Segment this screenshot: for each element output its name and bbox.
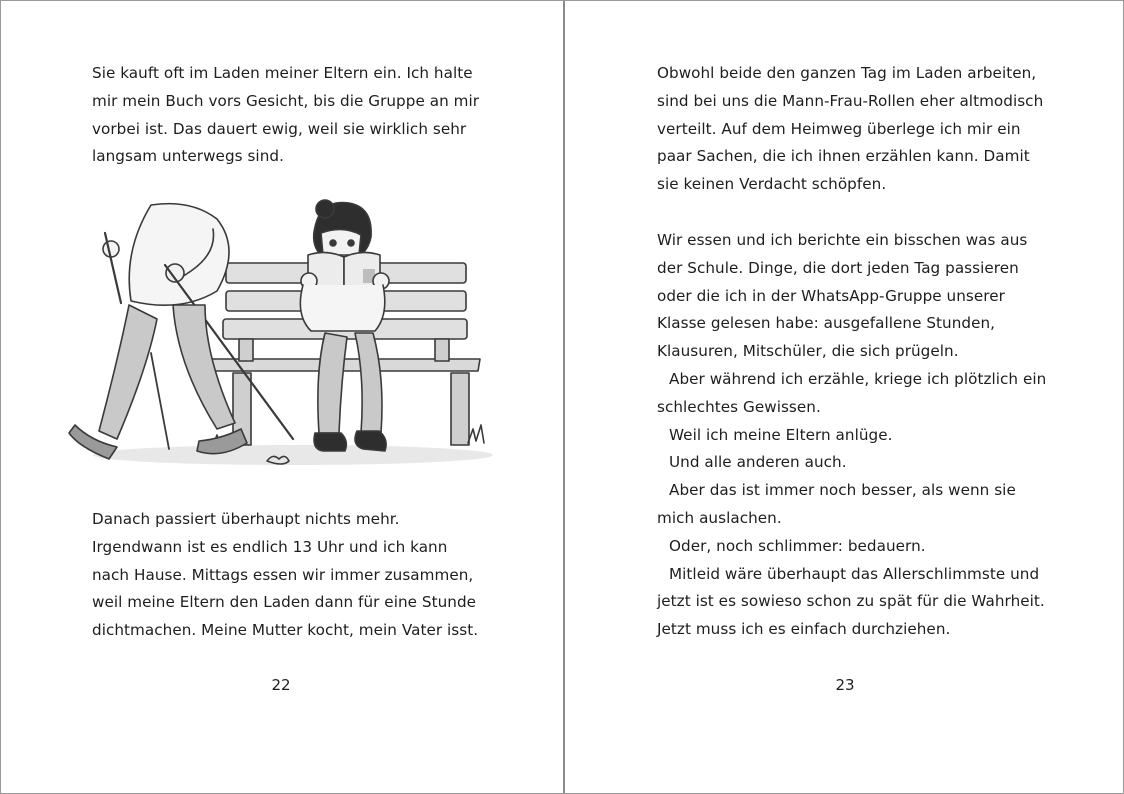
text-line: Wir essen und ich berichte ein bisschen was aus: [657, 231, 1028, 249]
right-paragraph-1: [657, 60, 1043, 199]
page-number: 23: [835, 676, 855, 694]
text-line: Aber das ist immer noch besser, als wenn sie: [669, 481, 1016, 500]
text-line: Danach passiert überhaupt nichts mehr.: [92, 510, 400, 528]
text-line: mir mein Buch vors Gesicht, bis die Gruppe an mir: [92, 91, 480, 110]
text-line: Klasse gelesen habe: ausgefallene Stunden,: [657, 314, 996, 333]
text-line: Klausuren, Mitschüler, die sich prügeln.: [657, 342, 959, 361]
text-line: Und alle anderen auch.: [669, 453, 847, 472]
text-line: Mitleid wäre überhaupt das Allerschlimmste und: [669, 564, 1040, 583]
text-line: dichtmachen. Meine Mutter kocht, mein Vater isst.: [92, 621, 479, 640]
text-line: Aber während ich erzähle, kriege ich plötzlich ein: [669, 369, 1047, 388]
right-paragraph-2: [657, 227, 1046, 644]
text-line: mich auslachen.: [657, 508, 782, 527]
text-line: langsam unterwegs sind.: [92, 147, 284, 166]
text-line: Sie kauft oft im Laden meiner Eltern ein. Ich halte: [92, 64, 473, 82]
text-line: sind bei uns die Mann-Frau-Rollen eher altmodisch: [657, 91, 1044, 110]
page-number: 22: [271, 676, 291, 694]
right-page: [565, 1, 1123, 793]
left-paragraph-2: [92, 506, 478, 645]
text-line: Irgendwann ist es endlich 13 Uhr und ich kann: [92, 537, 448, 556]
text-line: weil meine Eltern den Laden dann für eine Stunde: [92, 593, 477, 612]
left-paragraph-1: [92, 60, 479, 171]
text-line: nach Hause. Mittags essen wir immer zusammen,: [92, 565, 474, 584]
text-line: paar Sachen, die ich ihnen erzählen kann. Damit: [657, 147, 1030, 166]
text-line: Weil ich meine Eltern anlüge.: [669, 425, 893, 444]
text-line: oder die ich in der WhatsApp-Gruppe unserer: [657, 286, 1005, 305]
left-page: [1, 1, 565, 793]
park-bench-illustration: [63, 193, 503, 483]
text-line: Obwohl beide den ganzen Tag im Laden arbeiten,: [657, 64, 1037, 82]
text-line: Oder, noch schlimmer: bedauern.: [669, 536, 926, 555]
text-line: verteilt. Auf dem Heimweg überlege ich mir ein: [657, 119, 1021, 138]
text-line: jetzt ist es sowieso schon zu spät für die Wahrheit.: [657, 592, 1045, 611]
text-line: vorbei ist. Das dauert ewig, weil sie wirklich sehr: [92, 119, 467, 138]
text-line: der Schule. Dinge, die dort jeden Tag passieren: [657, 258, 1019, 277]
text-line: sie keinen Verdacht schöpfen.: [657, 175, 887, 194]
text-line: Jetzt muss ich es einfach durchziehen.: [657, 620, 951, 639]
text-line: schlechtes Gewissen.: [657, 397, 821, 416]
